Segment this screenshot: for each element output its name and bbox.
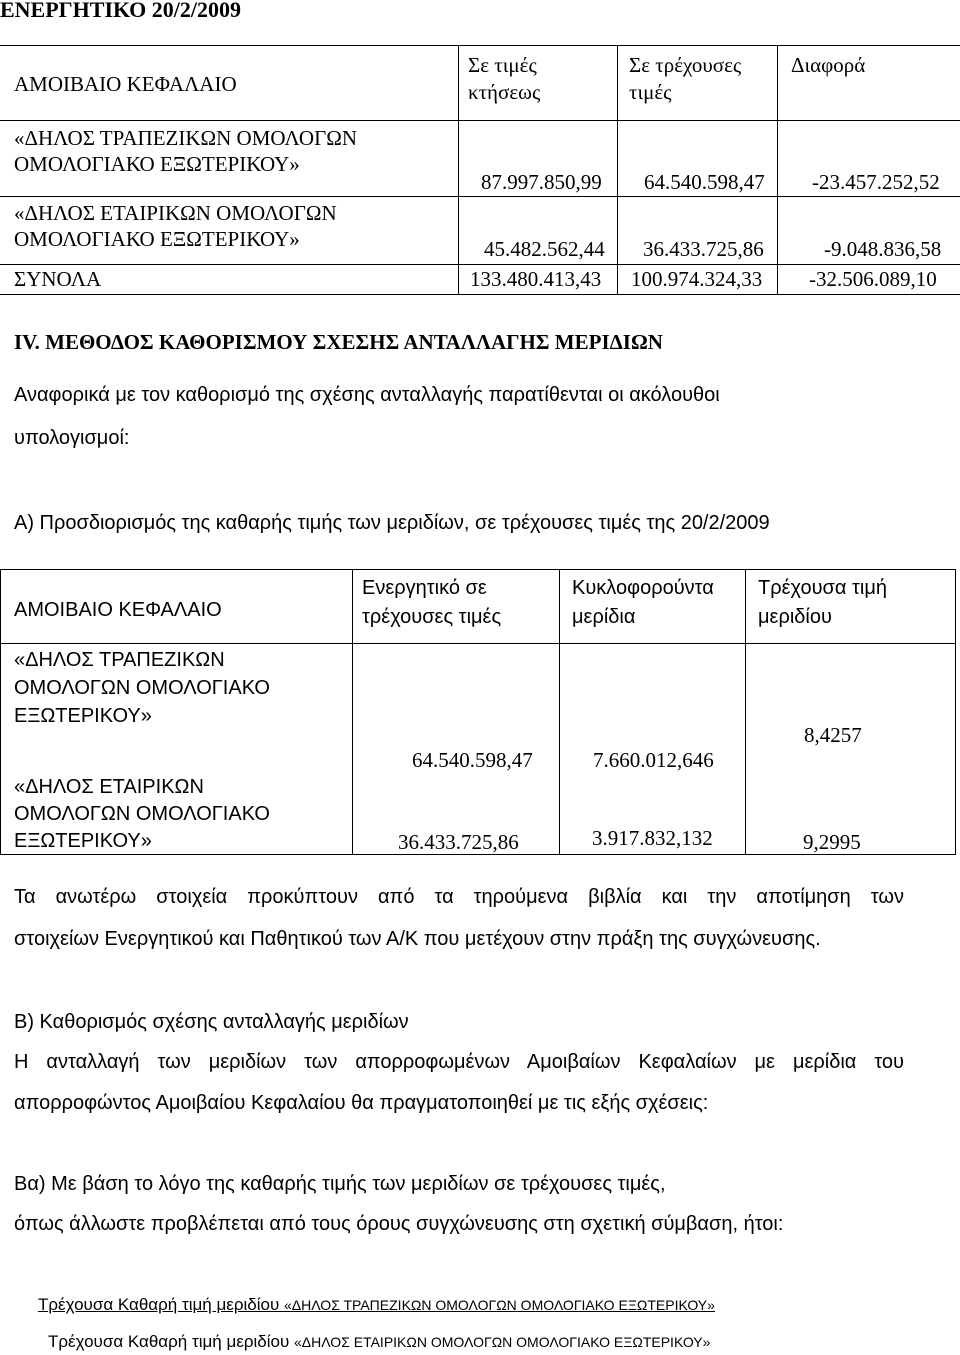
table1-row1-current: 64.540.598,47 — [644, 170, 765, 194]
table2-row2-price: 9,2995 — [803, 830, 861, 854]
formula-2-prefix: Τρέχουσα Καθαρή τιμή μεριδίου — [48, 1332, 294, 1351]
table2-row1-name-line1: «ΔΗΛΟΣ ΤΡΑΠΕΖΙΚΩΝ — [14, 649, 225, 671]
table2-row1-units: 7.660.012,646 — [593, 748, 714, 772]
table1-row1-name-line1: «ΔΗΛΟΣ ΤΡΑΠΕΖΙΚΩΝ ΟΜΟΛΟΓΩΝ — [14, 126, 358, 150]
table1-totals-difference: -32.506.089,10 — [809, 267, 937, 291]
table1-totals-label: ΣΥΝΟΛΑ — [14, 267, 102, 291]
page-title: ΕΝΕΡΓΗΤΙΚΟ 20/2/2009 — [0, 0, 242, 22]
formula-2-fund: «ΔΗΛΟΣ ΕΤΑΙΡΙΚΩΝ ΟΜΟΛΟΓΩΝ ΟΜΟΛΟΓΙΑΚΟ ΕΞΩΤΕΡΙΚΟΥ» — [294, 1334, 711, 1350]
table2-header-fund: ΑΜΟΙΒΑΙΟ ΚΕΦΑΛΑΙΟ — [14, 599, 222, 621]
table2-row2-units: 3.917.832,132 — [592, 826, 713, 850]
table2-row1-price: 8,4257 — [804, 723, 862, 747]
table1-row2-name-line2: ΟΜΟΛΟΓΙΑΚΟ ΕΞΩΤΕΡΙΚΟΥ» — [14, 227, 300, 251]
table1-header-current-line2: τιμές — [629, 80, 672, 104]
subsection-ba-heading: Βα) Με βάση το λόγο της καθαρής τιμής των μεριδίων σε τρέχουσες τιμές, — [14, 1173, 666, 1195]
formula-line-2 — [48, 1332, 710, 1352]
table1-totals-current: 100.974.324,33 — [631, 267, 763, 291]
paragraph-3: όπως άλλωστε προβλέπεται από τους όρους συγχώνευσης στη σχετική σύμβαση, ήτοι: — [14, 1213, 784, 1235]
intro-line2: υπολογισμοί: — [14, 427, 130, 449]
table2-row2-name-line2: ΟΜΟΛΟΓΩΝ ΟΜΟΛΟΓΙΑΚΟ — [14, 803, 270, 825]
table1-header-acquisition-line1: Σε τιμές — [468, 53, 537, 77]
table2-header-price-line1: Τρέχουσα τιμή — [758, 577, 887, 599]
table2-row2-name-line1: «ΔΗΛΟΣ ΕΤΑΙΡΙΚΩΝ — [14, 776, 204, 798]
table2-header-units-line2: μερίδια — [572, 606, 636, 628]
table1-row2-acquisition: 45.482.562,44 — [484, 237, 605, 261]
intro-line1: Αναφορικά με τον καθορισμό της σχέσης ανταλλαγής παρατίθενται οι ακόλουθοι — [14, 384, 720, 406]
paragraph-1-line1: Τα ανωτέρω στοιχεία προκύπτουν από τα τηρούμενα βιβλία και την αποτίμηση των — [14, 886, 904, 908]
paragraph-2-line1: Η ανταλλαγή των μεριδίων των απορροφωμένων Αμοιβαίων Κεφαλαίων με μερίδια του — [14, 1051, 904, 1073]
subsection-b-heading: Β) Καθορισμός σχέσης ανταλλαγής μεριδίων — [14, 1011, 409, 1033]
paragraph-2-line2: απορροφώντος Αμοιβαίου Κεφαλαίου θα πραγματοποιηθεί με τις εξής σχέσεις: — [14, 1092, 709, 1114]
table1-row1-name-line2: ΟΜΟΛΟΓΙΑΚΟ ΕΞΩΤΕΡΙΚΟΥ» — [14, 152, 300, 176]
table2-row1-name-line3: ΕΞΩΤΕΡΙΚΟΥ» — [14, 705, 152, 727]
table2-row1-assets: 64.540.598,47 — [412, 748, 533, 772]
table1-row2-name-line1: «ΔΗΛΟΣ ΕΤΑΙΡΙΚΩΝ ΟΜΟΛΟΓΩΝ — [14, 201, 337, 225]
section-iv-heading: IV. ΜΕΘΟΔΟΣ ΚΑΘΟΡΙΣΜΟΥ ΣΧΕΣΗΣ ΑΝΤΑΛΛΑΓΗΣ ΜΕΡΙΔΙΩΝ — [14, 330, 663, 354]
table2-header-assets-line1: Ενεργητικό σε — [362, 577, 487, 599]
formula-line-1 — [38, 1295, 715, 1315]
table1-header-fund: ΑΜΟΙΒΑΙΟ ΚΕΦΑΛΑΙΟ — [14, 72, 237, 96]
table2-row1-name-line2: ΟΜΟΛΟΓΩΝ ΟΜΟΛΟΓΙΑΚΟ — [14, 677, 270, 699]
formula-1-fund: «ΔΗΛΟΣ ΤΡΑΠΕΖΙΚΩΝ ΟΜΟΛΟΓΩΝ ΟΜΟΛΟΓΙΑΚΟ ΕΞΩΤΕΡΙΚΟΥ» — [284, 1297, 715, 1313]
table2-row2-name-line3: ΕΞΩΤΕΡΙΚΟΥ» — [14, 830, 152, 852]
table1-totals-acquisition: 133.480.413,43 — [470, 267, 602, 291]
table2-row2-assets: 36.433.725,86 — [398, 830, 519, 854]
table1-row2-current: 36.433.725,86 — [643, 237, 764, 261]
paragraph-1-line2: στοιχείων Ενεργητικού και Παθητικού των Α/Κ που μετέχουν στην πράξη της συγχώνευσης. — [14, 928, 821, 950]
table2-header-assets-line2: τρέχουσες τιμές — [362, 606, 502, 628]
table1-row2-difference: -9.048.836,58 — [824, 237, 942, 261]
table2-header-price-line2: μεριδίου — [758, 606, 832, 628]
subsection-a-heading: Α) Προσδιορισμός της καθαρής τιμής των μεριδίων, σε τρέχουσες τιμές της 20/2/2009 — [14, 512, 770, 534]
table1-row1-difference: -23.457.252,52 — [812, 170, 940, 194]
table1-header-current-line1: Σε τρέχουσες — [629, 53, 742, 77]
table1-header-acquisition-line2: κτήσεως — [468, 80, 541, 104]
table1-header-difference: Διαφορά — [791, 53, 866, 77]
formula-1-prefix: Τρέχουσα Καθαρή τιμή μεριδίου — [38, 1295, 284, 1314]
table1-row1-acquisition: 87.997.850,99 — [481, 170, 602, 194]
table2-header-units-line1: Κυκλοφορούντα — [572, 577, 714, 599]
